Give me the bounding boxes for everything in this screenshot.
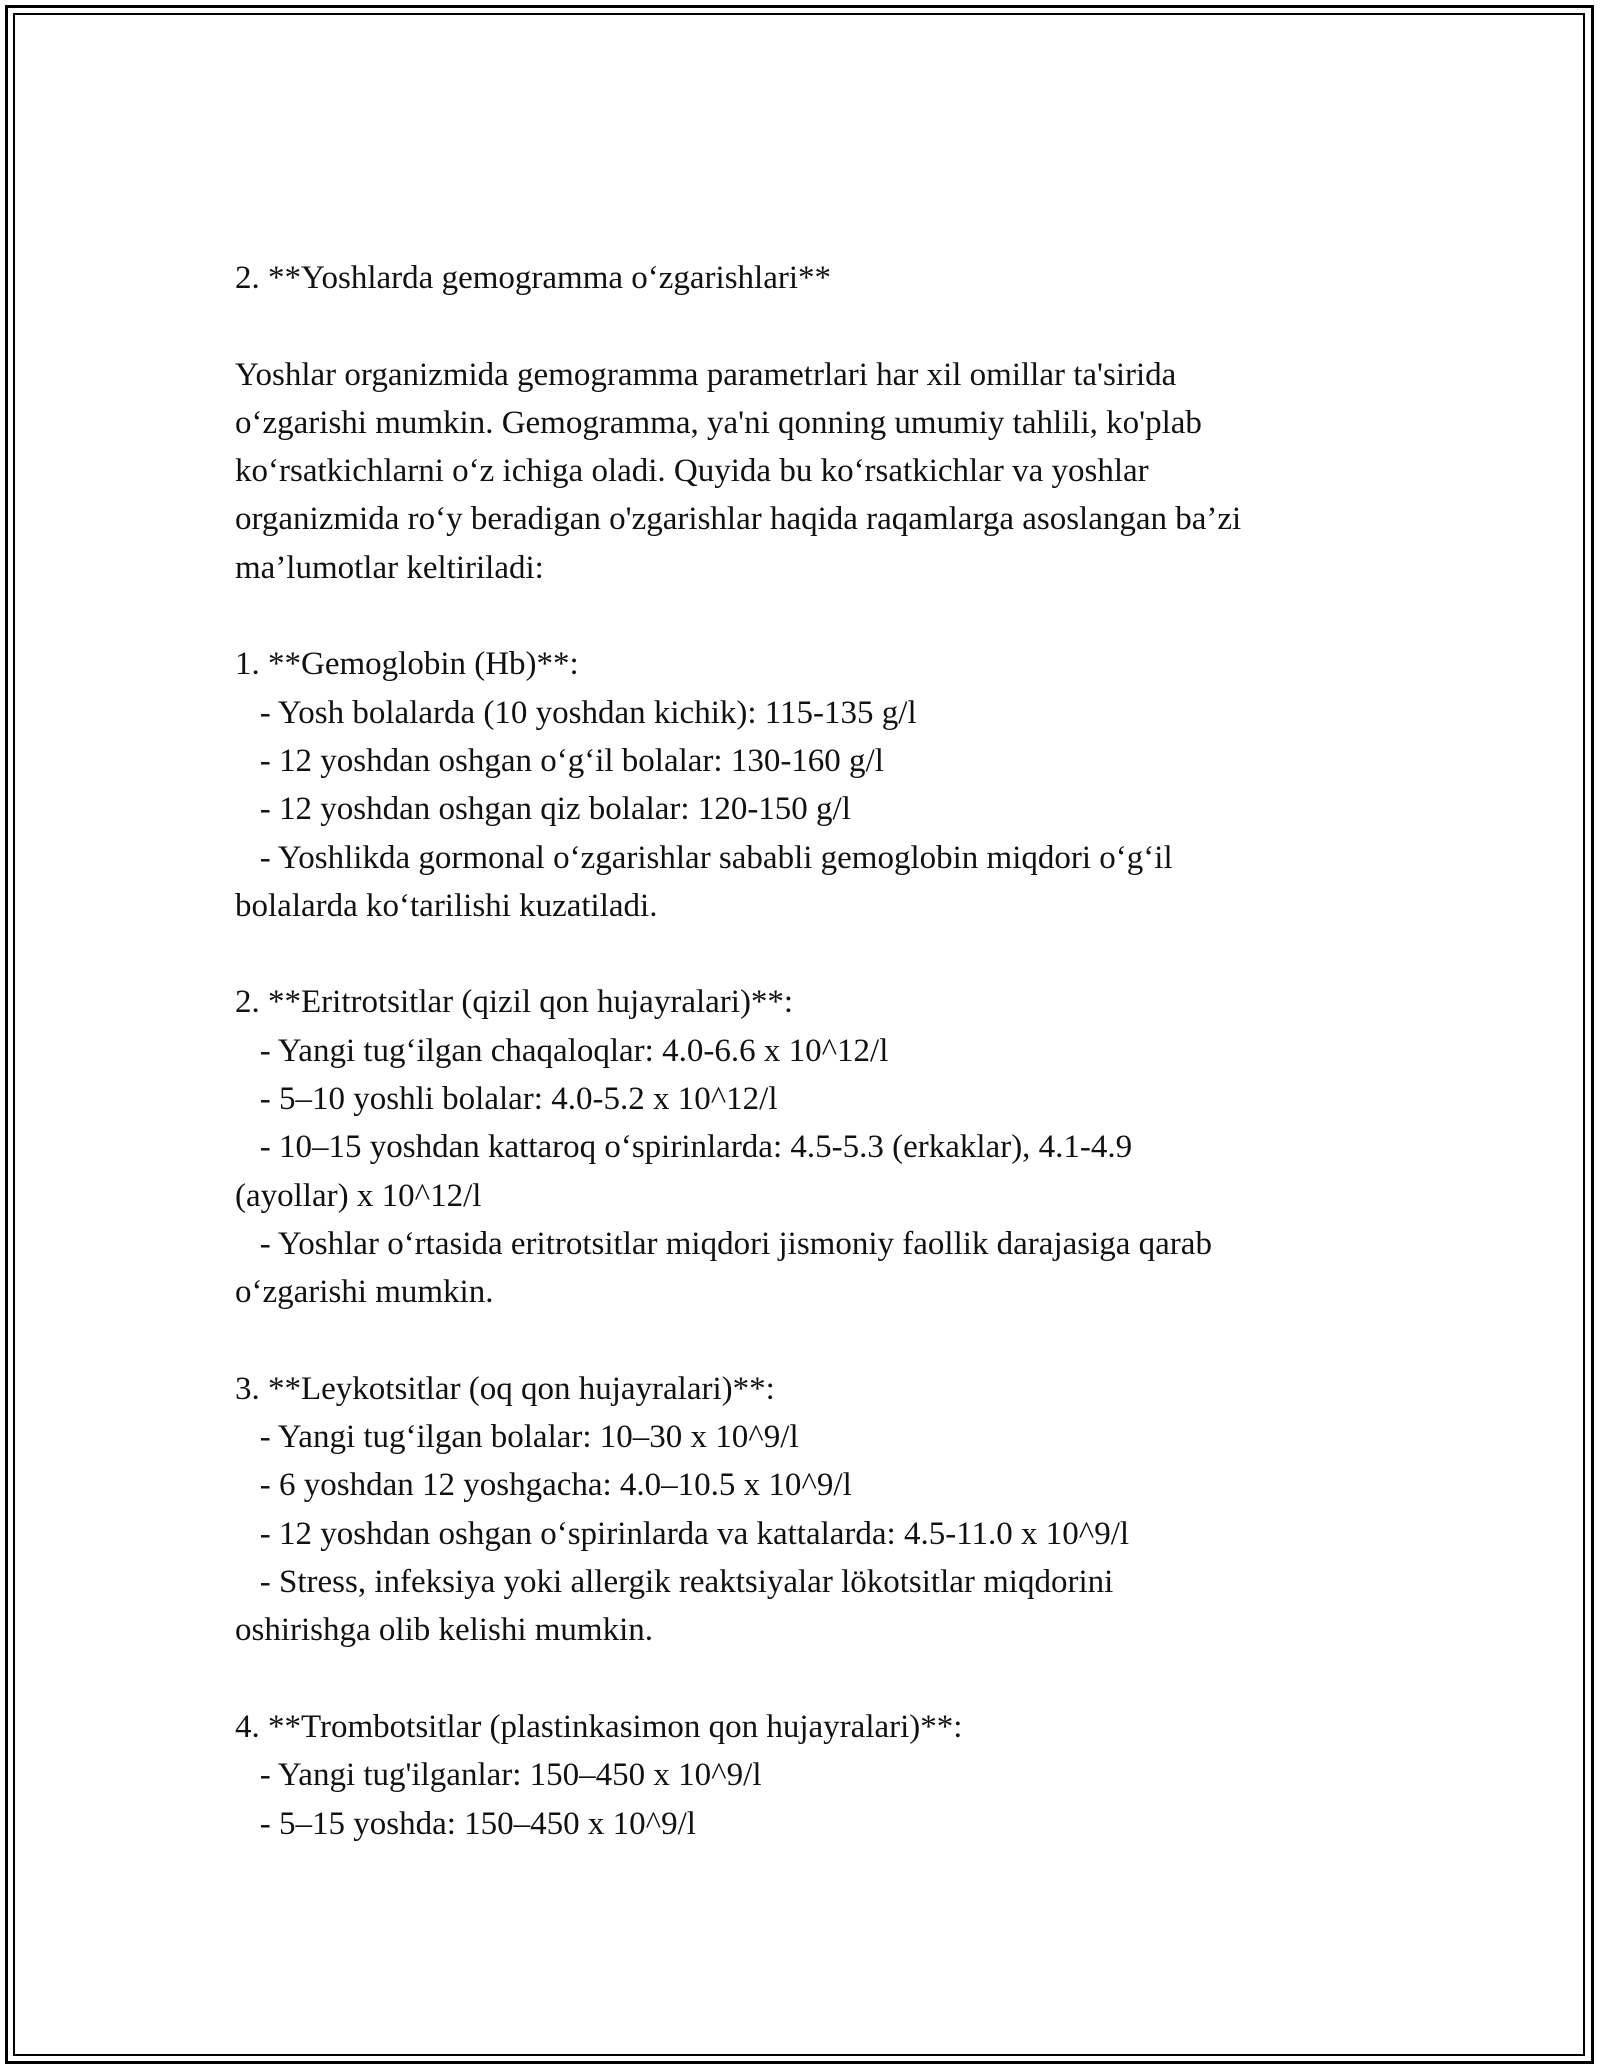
spacer <box>235 1317 1395 1365</box>
section-line: (ayollar) x 10^12/l <box>235 1177 482 1214</box>
intro-line: ma’lumotlar keltiriladi: <box>235 549 544 586</box>
section-line: - 10–15 yoshdan kattaroq o‘spirinlarda: 4.5-5.3 (erkaklar), 4.1-4.9 <box>235 1129 1133 1166</box>
section-leykotsitlar <box>235 1365 1395 1655</box>
section-gemoglobin <box>235 640 1395 930</box>
spacer <box>235 592 1395 640</box>
intro-line: organizmida ro‘y beradigan o'zgarishlar haqida raqamlarga asoslangan ba’zi <box>235 501 1242 538</box>
section-line: - 12 yoshdan oshgan o‘spirinlarda va kattalarda: 4.5-11.0 x 10^9/l <box>235 1515 1130 1552</box>
section-line: - Yoshlar o‘rtasida eritrotsitlar miqdori jismoniy faollik darajasiga qarab <box>235 1225 1212 1262</box>
spacer <box>235 1655 1395 1703</box>
document-heading: 2. **Yoshlarda gemogramma o‘zgarishlari** <box>235 260 832 296</box>
intro-line: Yoshlar organizmida gemogramma parametrlari har xil omillar ta'sirida <box>235 356 1177 393</box>
section-line: - Yangi tug‘ilgan chaqaloqlar: 4.0-6.6 x 10^12/l <box>235 1032 889 1069</box>
section-title: 2. **Eritrotsitlar (qizil qon hujayralari)**: <box>235 984 794 1021</box>
intro-line: o‘zgarishi mumkin. Gemogramma, ya'ni qonning umumiy tahlili, ko'plab <box>235 404 1202 441</box>
section-title: 4. **Trombotsitlar (plastinkasimon qon hujayralari)**: <box>235 1708 963 1745</box>
section-line: - Yangi tug'ilganlar: 150–450 x 10^9/l <box>235 1757 762 1794</box>
spacer <box>235 930 1395 978</box>
spacer <box>235 302 1395 350</box>
section-line: - Yosh bolalarda (10 yoshdan kichik): 115-135 g/l <box>235 694 917 731</box>
section-title: 1. **Gemoglobin (Hb)**: <box>235 646 579 683</box>
section-eritrotsitlar <box>235 978 1395 1316</box>
section-line: bolalarda ko‘tarilishi kuzatiladi. <box>235 887 658 924</box>
section-title: 3. **Leykotsitlar (oq qon hujayralari)**: <box>235 1370 775 1407</box>
section-line: o‘zgarishi mumkin. <box>235 1274 494 1311</box>
section-line: oshirishga olib kelishi mumkin. <box>235 1612 653 1649</box>
section-trombotsitlar <box>235 1703 1395 1848</box>
section-line: - 12 yoshdan oshgan qiz bolalar: 120-150 g/l <box>235 791 851 828</box>
section-line: - 6 yoshdan 12 yoshgacha: 4.0–10.5 x 10^9/l <box>235 1467 852 1504</box>
intro-line: ko‘rsatkichlarni o‘z ichiga oladi. Quyida bu ko‘rsatkichlar va yoshlar <box>235 453 1149 490</box>
section-line: - 5–15 yoshda: 150–450 x 10^9/l <box>235 1805 696 1842</box>
section-line: - Yoshlikda gormonal o‘zgarishlar sababli gemoglobin miqdori o‘g‘il <box>235 839 1173 876</box>
section-line: - Stress, infeksiya yoki allergik reaktsiyalar lökotsitlar miqdorini <box>235 1564 1114 1601</box>
document-body <box>235 254 1395 1848</box>
section-line: - Yangi tug‘ilgan bolalar: 10–30 x 10^9/l <box>235 1419 799 1456</box>
section-line: - 5–10 yoshli bolalar: 4.0-5.2 x 10^12/l <box>235 1081 778 1118</box>
section-line: - 12 yoshdan oshgan o‘g‘il bolalar: 130-160 g/l <box>235 742 884 779</box>
